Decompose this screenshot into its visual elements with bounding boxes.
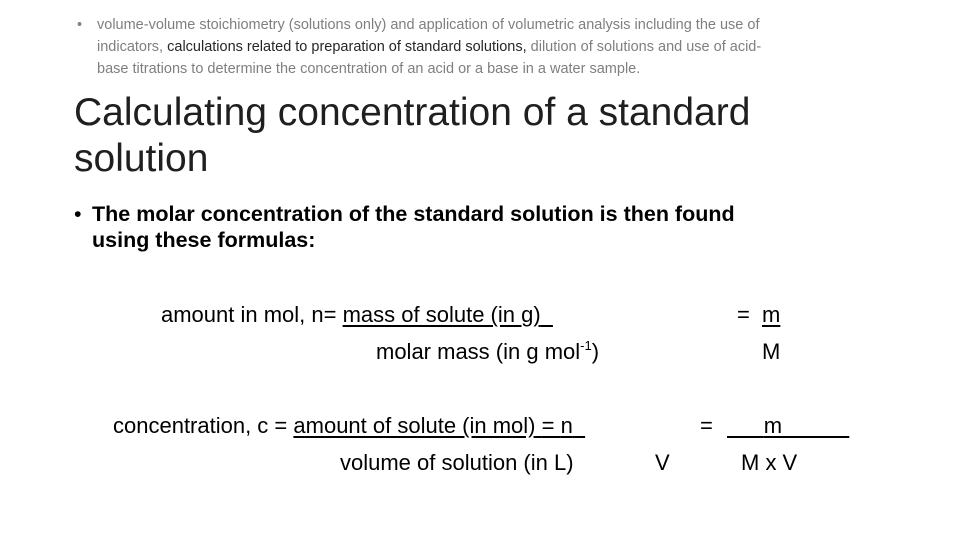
slide-title-line-1: Calculating concentration of a standard	[74, 91, 751, 134]
syllabus-line-2-b: calculations related to preparation of standard solutions,	[167, 39, 531, 55]
syllabus-line-2-a: indicators,	[97, 39, 168, 55]
formula2-eq1: =	[541, 413, 555, 438]
syllabus-line-2-c: dilution of solutions and use of acid-	[530, 39, 762, 55]
formula1-denominator: molar mass (in g mol$^{-1}$)	[376, 338, 600, 364]
formula2-short-numerator: m	[763, 413, 783, 438]
formula1-numerator-line	[161, 302, 553, 328]
formula2-short-denominator: M x V	[741, 450, 798, 475]
formula1-short-denominator: M	[762, 339, 781, 364]
formula2-label: concentration, c =	[113, 413, 294, 438]
syllabus-line-1: volume-volume stoichiometry (solutions only) and application of volumetric analysis including the use of	[97, 17, 760, 33]
syllabus-line-2	[97, 36, 761, 58]
formula1-eq: =	[737, 302, 750, 327]
formula2-eq2: =	[700, 413, 713, 438]
formula1-exponent: -1	[580, 338, 592, 353]
main-point-line-2: using these formulas:	[92, 228, 316, 252]
formula1-short-numerator: m	[762, 302, 781, 327]
formula2-numerator: amount of solute (in mol)	[293, 413, 536, 438]
bullet-icon: •	[77, 17, 83, 33]
bullet-icon: •	[74, 202, 82, 226]
formula2-denominator: volume of solution (in L)	[340, 450, 574, 475]
slide-title-line-2: solution	[74, 137, 209, 180]
main-point-line-1: The molar concentration of the standard solution is then found	[92, 202, 735, 226]
formula1-numerator: mass of solute (in g)	[342, 302, 541, 327]
syllabus-line-3: base titrations to determine the concentration of an acid or a base in a water sample.	[97, 61, 641, 77]
slide-title	[74, 90, 750, 182]
formula2-v: V	[655, 450, 670, 475]
formula2-n: n	[560, 413, 573, 438]
formula2-numerator-line	[113, 413, 585, 439]
formula1-label: amount in mol, n=	[161, 302, 343, 327]
